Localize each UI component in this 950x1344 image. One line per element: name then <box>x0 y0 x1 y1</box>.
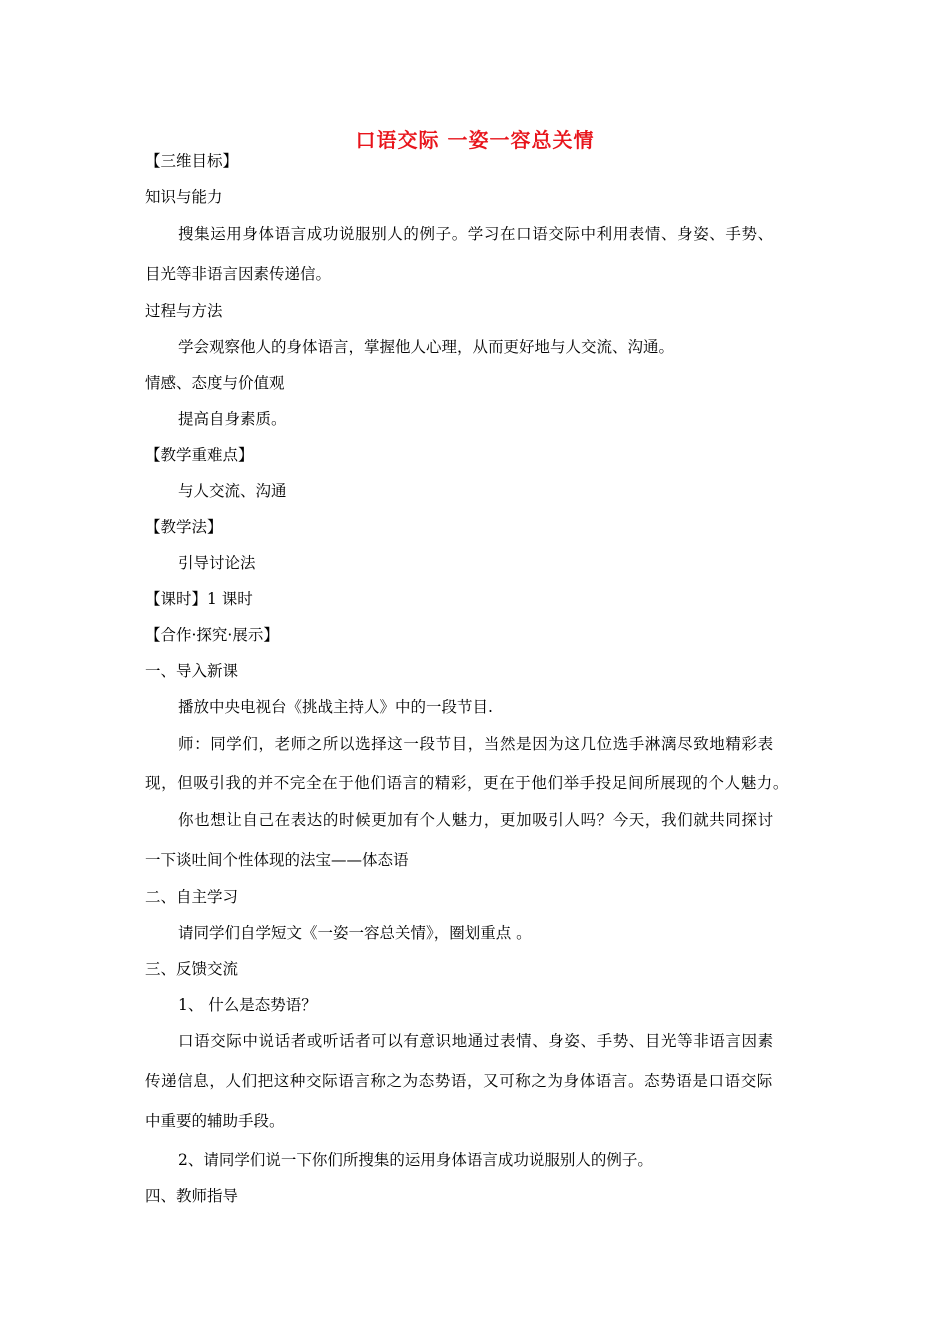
section-heading-intro: 一、导入新课 <box>145 662 239 680</box>
section-heading-method: 【教学法】 <box>145 518 223 536</box>
subheading-process: 过程与方法 <box>145 302 223 320</box>
section-heading-class-hours: 【课时】1 课时 <box>145 590 253 608</box>
section-heading-cooperation: 【合作·探究·展示】 <box>145 626 279 644</box>
paragraph-line: 1、 什么是态势语？ <box>178 996 317 1014</box>
section-heading-feedback: 三、反馈交流 <box>145 960 239 978</box>
paragraph-line: 搜集运用身体语言成功说服别人的例子。学习在口语交际中利用表情、身姿、手势、 <box>178 225 774 243</box>
paragraph-line: 提高自身素质。 <box>178 410 287 428</box>
paragraph-line: 与人交流、沟通 <box>178 482 287 500</box>
paragraph-line: 一下谈吐间个性体现的法宝——体态语 <box>145 851 409 869</box>
section-heading-teacher-guidance: 四、教师指导 <box>145 1187 239 1205</box>
paragraph-line: 2、请同学们说一下你们所搜集的运用身体语言成功说服别人的例子。 <box>178 1151 653 1169</box>
paragraph-line: 你也想让自己在表达的时候更加有个人魅力，更加吸引人吗？今天，我们就共同探讨 <box>178 811 774 829</box>
subheading-knowledge: 知识与能力 <box>145 188 223 206</box>
section-heading-self-study: 二、自主学习 <box>145 888 239 906</box>
paragraph-line: 现，但吸引我的并不完全在于他们语言的精彩，更在于他们举手投足间所展现的个人魅力。 <box>145 774 790 792</box>
paragraph-line: 口语交际中说话者或听话者可以有意识地通过表情、身姿、手势、目光等非语言因素 <box>178 1032 774 1050</box>
paragraph-line: 引导讨论法 <box>178 554 256 572</box>
paragraph-line: 请同学们自学短文《一姿一容总关情》，圈划重点 。 <box>178 924 532 942</box>
paragraph-line: 传递信息，人们把这种交际语言称之为态势语，又可称之为身体语言。态势语是口语交际 <box>145 1072 773 1090</box>
section-heading-objectives: 【三维目标】 <box>145 152 239 170</box>
paragraph-line: 目光等非语言因素传递信。 <box>145 265 332 283</box>
paragraph-line: 师：同学们，老师之所以选择这一段节目，当然是因为这几位选手淋漓尽致地精彩表 <box>178 735 774 753</box>
paragraph-line: 学会观察他人的身体语言，掌握他人心理，从而更好地与人交流、沟通。 <box>178 338 675 356</box>
subheading-emotion: 情感、态度与价值观 <box>145 374 285 392</box>
section-heading-key-points: 【教学重难点】 <box>145 446 254 464</box>
document-title: 口语交际 一姿一容总关情 <box>355 128 595 152</box>
paragraph-line: 中重要的辅助手段。 <box>145 1112 285 1130</box>
paragraph-line: 播放中央电视台《挑战主持人》中的一段节目. <box>178 698 493 716</box>
